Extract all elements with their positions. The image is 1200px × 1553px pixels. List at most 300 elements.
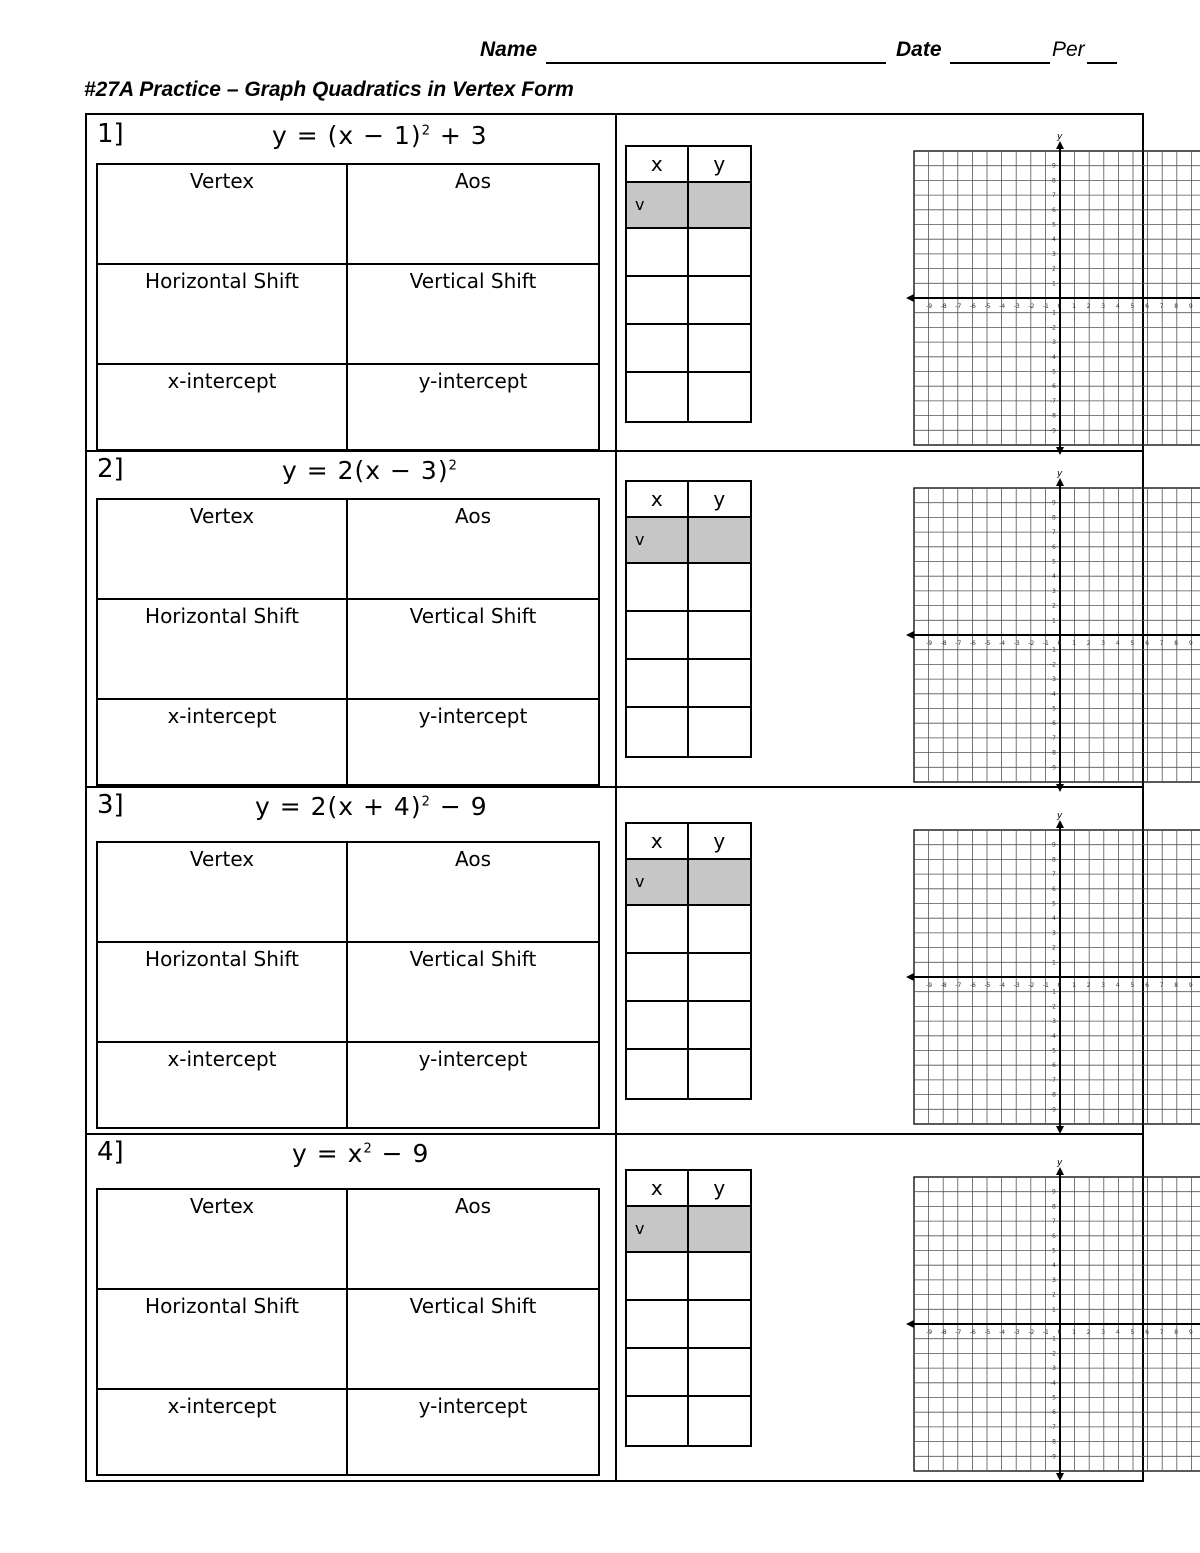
x-value-cell[interactable]	[627, 612, 689, 658]
y-axis-label: y	[1057, 811, 1063, 821]
x-tick-label: -5	[984, 303, 991, 310]
y-axis-label: y	[1057, 132, 1063, 142]
y-tick-label: 3	[1052, 587, 1056, 595]
x-intercept-cell[interactable]	[98, 700, 348, 784]
xy-header-row	[627, 147, 750, 183]
y-intercept-label: y-intercept	[418, 369, 528, 393]
x-tick-label: -1	[1042, 303, 1049, 310]
y-value-cell[interactable]	[689, 1349, 751, 1395]
y-tick-label: 5	[1052, 900, 1056, 908]
y-tick-label: -8	[1050, 1091, 1056, 1099]
y-tick-label: 1	[1052, 280, 1056, 288]
x-value-cell[interactable]	[627, 660, 689, 706]
x-tick-label: 3	[1101, 640, 1106, 647]
y-axis-arrow-up	[1056, 478, 1064, 486]
aos-label: Aos	[455, 847, 491, 871]
vertex-label: Vertex	[189, 1194, 255, 1218]
y-tick-label: -9	[1050, 427, 1056, 435]
y-tick-label: 9	[1052, 499, 1056, 507]
xy-header-row	[627, 824, 750, 860]
y-value-cell[interactable]	[689, 1002, 751, 1048]
equation-suffix: − 9	[372, 1139, 430, 1168]
xy-vertex-row	[627, 183, 750, 229]
x-axis-arrow-left	[906, 294, 914, 302]
coordinate-grid[interactable]	[822, 469, 1193, 803]
y-tick-label: 2	[1052, 1291, 1056, 1299]
y-tick-label: -6	[1050, 720, 1056, 728]
y-tick-label: 2	[1052, 944, 1056, 952]
vertex-cell[interactable]	[98, 843, 348, 943]
vertical-shift-label: Vertical Shift	[409, 947, 537, 971]
y-tick-label: -7	[1050, 1423, 1056, 1431]
problem-number: 1]	[97, 119, 124, 149]
x-tick-label: 8	[1174, 982, 1179, 989]
xy-blank-row	[627, 1397, 750, 1445]
x-tick-label: -1	[1042, 982, 1049, 989]
vertex-x-cell[interactable]: v	[627, 518, 689, 562]
y-column-header: y	[713, 829, 726, 853]
vertex-y-cell[interactable]	[689, 183, 751, 227]
y-tick-label: 1	[1052, 617, 1056, 625]
x-tick-label: -6	[969, 982, 976, 989]
y-tick-label: -8	[1050, 412, 1056, 420]
x-tick-label: -7	[955, 303, 962, 310]
y-tick-label: -6	[1050, 1409, 1056, 1417]
y-tick-label: -5	[1050, 1394, 1056, 1402]
y-value-cell[interactable]	[689, 1301, 751, 1347]
x-tick-label: 4	[1115, 303, 1120, 310]
vertical-shift-label: Vertical Shift	[409, 269, 537, 293]
xy-blank-row	[627, 229, 750, 277]
y-axis-arrow-up	[1056, 1167, 1064, 1175]
xy-blank-row	[627, 1349, 750, 1397]
x-tick-label: 9	[1188, 640, 1193, 647]
y-axis-arrow-up	[1056, 820, 1064, 828]
x-tick-label: 1	[1072, 982, 1076, 989]
equation-exponent: 2	[448, 458, 458, 474]
problem-number: 4]	[97, 1137, 124, 1167]
x-tick-label: -6	[969, 1329, 976, 1336]
graph-svg[interactable]	[822, 1158, 1193, 1487]
y-tick-label: -9	[1050, 1106, 1056, 1114]
y-value-cell[interactable]	[689, 229, 751, 275]
x-tick-label: -7	[955, 982, 962, 989]
y-tick-label: -5	[1050, 368, 1056, 376]
xy-blank-row	[627, 325, 750, 373]
x-tick-label: -8	[940, 303, 947, 310]
x-tick-label: 3	[1101, 1329, 1106, 1336]
aos-cell[interactable]	[348, 1190, 598, 1290]
y-tick-label: -5	[1050, 705, 1056, 713]
vertex-x-cell[interactable]: v	[627, 1207, 689, 1251]
y-axis-label: y	[1057, 469, 1063, 479]
x-tick-label: -1	[1042, 1329, 1049, 1336]
x-tick-label: -2	[1028, 303, 1035, 310]
problem-row-2	[85, 450, 1193, 788]
vertex-x-cell[interactable]: v	[627, 860, 689, 904]
y-intercept-cell[interactable]	[348, 1043, 598, 1127]
student-info-header	[480, 38, 1120, 68]
x-tick-label: -4	[999, 982, 1006, 989]
y-tick-label: 7	[1052, 192, 1056, 200]
y-tick-label: -9	[1050, 764, 1056, 772]
x-tick-label: 4	[1115, 640, 1120, 647]
vertex-label: Vertex	[189, 169, 255, 193]
xy-header-row	[627, 1171, 750, 1207]
x-intercept-cell[interactable]	[98, 1043, 348, 1127]
x-tick-label: 4	[1115, 1329, 1120, 1336]
date-label: Date	[896, 38, 942, 61]
x-column-header: x	[627, 1171, 689, 1205]
y-value-cell[interactable]	[689, 1050, 751, 1098]
y-tick-label: -2	[1050, 1350, 1056, 1358]
y-tick-label: -1	[1050, 309, 1056, 317]
x-tick-label: 1	[1072, 303, 1076, 310]
x-tick-label: -7	[955, 1329, 962, 1336]
y-tick-label: -6	[1050, 383, 1056, 391]
y-tick-label: 5	[1052, 1247, 1056, 1255]
y-axis-label: y	[1057, 1158, 1063, 1168]
x-tick-label: 5	[1130, 640, 1135, 647]
x-value-cell[interactable]	[627, 325, 689, 371]
equation-base: y = 2(x − 3)	[282, 456, 449, 485]
x-tick-label: -9	[926, 640, 933, 647]
x-value-cell[interactable]	[627, 277, 689, 323]
page-title: #27A Practice – Graph Quadratics in Vertex Form	[84, 78, 574, 101]
period-label: Per	[1052, 38, 1085, 61]
y-tick-label: 8	[1052, 856, 1056, 864]
coordinate-grid[interactable]	[822, 1158, 1193, 1492]
x-tick-label: -4	[999, 640, 1006, 647]
y-tick-label: -4	[1050, 353, 1056, 361]
aos-label: Aos	[455, 504, 491, 528]
x-tick-label: 0	[1057, 982, 1062, 989]
y-tick-label: 9	[1052, 162, 1056, 170]
x-tick-label: 2	[1086, 640, 1091, 647]
y-value-cell[interactable]	[689, 660, 751, 706]
x-tick-label: 8	[1174, 640, 1179, 647]
aos-cell[interactable]	[348, 843, 598, 943]
xy-blank-row	[627, 1002, 750, 1050]
equation-exponent: 2	[421, 123, 431, 139]
x-tick-label: 9	[1188, 1329, 1193, 1336]
xy-table	[625, 145, 752, 423]
aos-label: Aos	[455, 1194, 491, 1218]
x-tick-label: 6	[1145, 1329, 1149, 1336]
equation-exponent: 2	[363, 1141, 373, 1157]
name-label: Name	[480, 38, 538, 61]
xy-blank-row	[627, 954, 750, 1002]
y-intercept-label: y-intercept	[418, 704, 528, 728]
vertical-shift-label: Vertical Shift	[409, 1294, 537, 1318]
x-value-cell[interactable]	[627, 1002, 689, 1048]
x-tick-label: 7	[1159, 982, 1164, 989]
x-tick-label: -8	[940, 1329, 947, 1336]
x-tick-label: 2	[1086, 303, 1091, 310]
y-tick-label: 7	[1052, 871, 1056, 879]
y-tick-label: -1	[1050, 1335, 1056, 1343]
xy-blank-row	[627, 1301, 750, 1349]
x-tick-label: 2	[1086, 982, 1091, 989]
xy-table	[625, 822, 752, 1100]
x-tick-label: -8	[940, 640, 947, 647]
xy-blank-row	[627, 708, 750, 756]
x-tick-label: 0	[1057, 640, 1062, 647]
problem-number: 3]	[97, 790, 124, 820]
horizontal-shift-label: Horizontal Shift	[145, 1294, 299, 1318]
y-tick-label: -3	[1050, 1365, 1056, 1373]
equation-suffix: + 3	[430, 121, 488, 150]
x-tick-label: -2	[1028, 640, 1035, 647]
y-tick-label: 8	[1052, 177, 1056, 185]
x-value-cell[interactable]	[627, 1050, 689, 1098]
x-value-cell[interactable]	[627, 708, 689, 756]
y-tick-label: 9	[1052, 1188, 1056, 1196]
vertex-x-cell[interactable]: v	[627, 183, 689, 227]
x-tick-label: -3	[1013, 640, 1020, 647]
equation	[292, 1139, 429, 1168]
y-tick-label: -7	[1050, 1076, 1056, 1084]
horizontal-shift-cell[interactable]	[98, 600, 348, 700]
y-tick-label: -5	[1050, 1047, 1056, 1055]
x-value-cell[interactable]	[627, 564, 689, 610]
x-tick-label: 3	[1101, 303, 1106, 310]
x-value-cell[interactable]	[627, 1397, 689, 1445]
y-value-cell[interactable]	[689, 325, 751, 371]
y-tick-label: 3	[1052, 929, 1056, 937]
y-tick-label: 4	[1052, 573, 1056, 581]
xy-blank-row	[627, 564, 750, 612]
equation	[272, 121, 488, 150]
x-intercept-cell[interactable]	[98, 365, 348, 449]
xy-vertex-row	[627, 1207, 750, 1253]
x-tick-label: 0	[1057, 1329, 1062, 1336]
x-tick-label: 0	[1057, 303, 1062, 310]
y-value-cell[interactable]	[689, 708, 751, 756]
x-tick-label: 7	[1159, 303, 1164, 310]
x-tick-label: 6	[1145, 303, 1149, 310]
x-value-cell[interactable]	[627, 373, 689, 421]
vertical-shift-cell[interactable]	[348, 1290, 598, 1390]
y-tick-label: 8	[1052, 514, 1056, 522]
x-tick-label: -9	[926, 303, 933, 310]
x-tick-label: -2	[1028, 1329, 1035, 1336]
horizontal-shift-cell[interactable]	[98, 943, 348, 1043]
equation-base: y = 2(x + 4)	[255, 792, 422, 821]
vertex-y-cell[interactable]	[689, 518, 751, 562]
y-tick-label: -2	[1050, 1003, 1056, 1011]
y-tick-label: -3	[1050, 1018, 1056, 1026]
y-axis-arrow-down	[1056, 1473, 1064, 1481]
x-tick-label: 9	[1188, 303, 1193, 310]
y-tick-label: 7	[1052, 1218, 1056, 1226]
xy-blank-row	[627, 1050, 750, 1098]
x-value-cell[interactable]	[627, 906, 689, 952]
vertex-label: Vertex	[189, 847, 255, 871]
y-value-cell[interactable]	[689, 564, 751, 610]
y-tick-label: -8	[1050, 749, 1056, 757]
x-tick-label: 5	[1130, 303, 1135, 310]
y-axis-arrow-up	[1056, 141, 1064, 149]
y-tick-label: -8	[1050, 1438, 1056, 1446]
info-grid	[96, 498, 600, 786]
y-tick-label: 5	[1052, 558, 1056, 566]
y-intercept-label: y-intercept	[418, 1394, 528, 1418]
x-tick-label: -2	[1028, 982, 1035, 989]
vertex-cell[interactable]	[98, 165, 348, 265]
info-grid	[96, 1188, 600, 1476]
x-tick-label: -1	[1042, 640, 1049, 647]
y-tick-label: 3	[1052, 250, 1056, 258]
vertical-shift-cell[interactable]	[348, 265, 598, 365]
vertical-shift-cell[interactable]	[348, 600, 598, 700]
xy-header-row	[627, 482, 750, 518]
date-field[interactable]	[950, 62, 1050, 64]
x-value-cell[interactable]	[627, 954, 689, 1000]
vertex-y-cell[interactable]	[689, 860, 751, 904]
vertex-cell[interactable]	[98, 1190, 348, 1290]
x-tick-label: 2	[1086, 1329, 1091, 1336]
x-intercept-label: x-intercept	[167, 704, 277, 728]
aos-cell[interactable]	[348, 165, 598, 265]
xy-vertex-row	[627, 860, 750, 906]
y-intercept-label: y-intercept	[418, 1047, 528, 1071]
horizontal-shift-label: Horizontal Shift	[145, 947, 299, 971]
problem-number: 2]	[97, 454, 124, 484]
x-tick-label: -7	[955, 640, 962, 647]
xy-table	[625, 1169, 752, 1447]
x-tick-label: 8	[1174, 303, 1179, 310]
y-tick-label: 5	[1052, 221, 1056, 229]
x-tick-label: -5	[984, 640, 991, 647]
x-tick-label: 7	[1159, 1329, 1164, 1336]
xy-blank-row	[627, 1253, 750, 1301]
xy-blank-row	[627, 906, 750, 954]
horizontal-shift-label: Horizontal Shift	[145, 269, 299, 293]
x-column-header: x	[627, 147, 689, 181]
y-tick-label: -4	[1050, 1379, 1056, 1387]
y-tick-label: -7	[1050, 397, 1056, 405]
y-value-cell[interactable]	[689, 1397, 751, 1445]
x-tick-label: -6	[969, 640, 976, 647]
y-tick-label: 6	[1052, 206, 1056, 214]
horizontal-shift-label: Horizontal Shift	[145, 604, 299, 628]
x-tick-label: -9	[926, 1329, 933, 1336]
row-divider	[615, 1133, 617, 1480]
x-tick-label: 1	[1072, 1329, 1076, 1336]
x-value-cell[interactable]	[627, 1349, 689, 1395]
y-tick-label: 6	[1052, 885, 1056, 893]
horizontal-shift-cell[interactable]	[98, 265, 348, 365]
equation	[255, 792, 488, 821]
x-tick-label: 5	[1130, 982, 1135, 989]
y-column-header: y	[713, 152, 726, 176]
y-tick-label: -3	[1050, 339, 1056, 347]
y-tick-label: 7	[1052, 529, 1056, 537]
x-tick-label: 1	[1072, 640, 1076, 647]
y-tick-label: -3	[1050, 676, 1056, 684]
y-tick-label: -2	[1050, 324, 1056, 332]
vertical-shift-cell[interactable]	[348, 943, 598, 1043]
equation-exponent: 2	[421, 794, 431, 810]
y-intercept-cell[interactable]	[348, 700, 598, 784]
y-tick-label: 2	[1052, 602, 1056, 610]
problem-row-1	[85, 113, 1193, 452]
x-tick-label: 6	[1145, 982, 1149, 989]
y-tick-label: -2	[1050, 661, 1056, 669]
x-intercept-label: x-intercept	[167, 1047, 277, 1071]
graph-svg[interactable]	[822, 469, 1193, 798]
graph-svg[interactable]	[822, 132, 1193, 461]
y-tick-label: -9	[1050, 1453, 1056, 1461]
y-value-cell[interactable]	[689, 1253, 751, 1299]
x-tick-label: -6	[969, 303, 976, 310]
y-tick-label: -4	[1050, 1032, 1056, 1040]
horizontal-shift-cell[interactable]	[98, 1290, 348, 1390]
y-intercept-cell[interactable]	[348, 1390, 598, 1474]
x-tick-label: 8	[1174, 1329, 1179, 1336]
coordinate-grid[interactable]	[822, 811, 1193, 1145]
x-tick-label: -3	[1013, 1329, 1020, 1336]
x-value-cell[interactable]	[627, 1253, 689, 1299]
x-axis-arrow-left	[906, 973, 914, 981]
x-value-cell[interactable]	[627, 1301, 689, 1347]
x-column-header: x	[627, 824, 689, 858]
y-tick-label: -4	[1050, 690, 1056, 698]
x-axis-arrow-left	[906, 631, 914, 639]
aos-cell[interactable]	[348, 500, 598, 600]
row-divider	[615, 450, 617, 786]
equation-base: y = (x − 1)	[272, 121, 422, 150]
x-tick-label: 3	[1101, 982, 1106, 989]
x-intercept-cell[interactable]	[98, 1390, 348, 1474]
y-value-cell[interactable]	[689, 906, 751, 952]
name-field[interactable]	[546, 62, 886, 64]
graph-svg[interactable]	[822, 811, 1193, 1140]
y-value-cell[interactable]	[689, 373, 751, 421]
y-value-cell[interactable]	[689, 954, 751, 1000]
equation-suffix: − 9	[430, 792, 488, 821]
y-intercept-cell[interactable]	[348, 365, 598, 449]
y-tick-label: 3	[1052, 1276, 1056, 1284]
x-axis-arrow-left	[906, 1320, 914, 1328]
y-value-cell[interactable]	[689, 277, 751, 323]
y-tick-label: -1	[1050, 646, 1056, 654]
y-tick-label: 6	[1052, 1232, 1056, 1240]
x-tick-label: -8	[940, 982, 947, 989]
problem-row-4	[85, 1133, 1193, 1482]
x-value-cell[interactable]	[627, 229, 689, 275]
coordinate-grid[interactable]	[822, 132, 1193, 466]
y-tick-label: -6	[1050, 1062, 1056, 1070]
y-tick-label: -7	[1050, 734, 1056, 742]
y-tick-label: 9	[1052, 841, 1056, 849]
y-tick-label: 4	[1052, 1262, 1056, 1270]
x-tick-label: 7	[1159, 640, 1164, 647]
row-divider	[615, 115, 617, 450]
period-field[interactable]	[1087, 62, 1117, 64]
y-value-cell[interactable]	[689, 612, 751, 658]
vertex-y-cell[interactable]	[689, 1207, 751, 1251]
vertex-cell[interactable]	[98, 500, 348, 600]
x-tick-label: 9	[1188, 982, 1193, 989]
x-tick-label: -5	[984, 982, 991, 989]
x-tick-label: -3	[1013, 303, 1020, 310]
y-tick-label: -1	[1050, 988, 1056, 996]
x-tick-label: 4	[1115, 982, 1120, 989]
y-tick-label: 1	[1052, 959, 1056, 967]
y-tick-label: 8	[1052, 1203, 1056, 1211]
